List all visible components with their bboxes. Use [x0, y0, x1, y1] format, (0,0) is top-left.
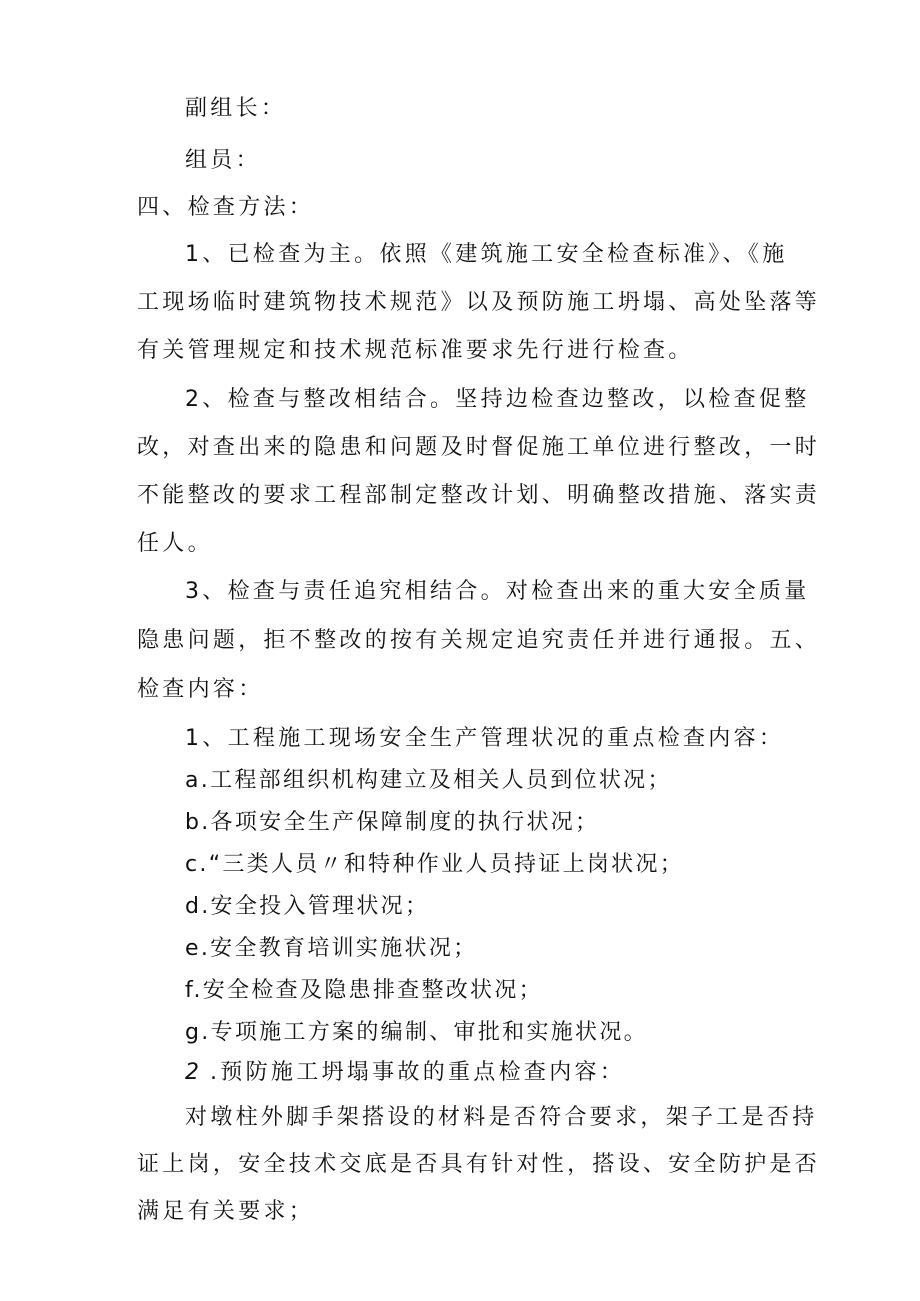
section-heading-inspection-method: 四、检查方法： — [137, 195, 315, 220]
list-item: f.安全检查及隐患排查整改状况； — [185, 978, 543, 1003]
paragraph-line: 改，对查出来的隐患和问题及时督促施工单位进行整改，一时 — [137, 435, 821, 460]
paragraph-line: 不能整改的要求工程部制定整改计划、明确整改措施、落实责 — [137, 483, 821, 508]
subheading-line: 1、工程施工现场安全生产管理状况的重点检查内容： — [185, 726, 785, 751]
paragraph-line: 3、检查与责任追究相结合。对检查出来的重大安全质量 — [185, 579, 810, 604]
paragraph-line: 任人。 — [137, 531, 213, 556]
list-item: c.“三类人员〃和特种作业人员持证上岗状况； — [185, 852, 685, 877]
paragraph-line: 工现场临时建筑物技术规范》以及预防施工坍塌、高处坠落等 — [137, 290, 821, 315]
deputy-leader-line: 副组长： — [185, 96, 287, 121]
paragraph-line: 隐患问题，拒不整改的按有关规定追究责任并进行通报。五、 — [137, 628, 821, 653]
subheading-line: .预防施工坍塌事故的重点检查内容： — [210, 1060, 626, 1085]
paragraph-line: 有关管理规定和技术规范标准要求先行进行检查。 — [137, 338, 694, 363]
list-item: a.工程部组织机构建立及相关人员到位状况； — [185, 768, 672, 793]
paragraph-line: 2、检查与整改相结合。坚持边检查边整改，以检查促整 — [185, 387, 810, 412]
list-item: b.各项安全生产保障制度的执行状况； — [185, 810, 600, 835]
list-item: g.专项施工方案的编制、审批和实施状况。 — [185, 1020, 648, 1045]
paragraph-line: 证上岗，安全技术交底是否具有针对性，搭设、安全防护是否 — [137, 1152, 821, 1177]
paragraph-line: 满足有关要求； — [137, 1199, 315, 1224]
list-number: 2 — [185, 1060, 203, 1085]
list-item: e.安全教育培训实施状况； — [185, 936, 478, 961]
paragraph-line: 1、已检查为主。依照《建筑施工安全检查标准》、《施 — [185, 242, 788, 267]
section-heading-inspection-content: 检查内容： — [137, 677, 264, 702]
list-item: d.安全投入管理状况； — [185, 894, 430, 919]
members-line: 组员： — [185, 148, 261, 173]
paragraph-line: 对墩柱外脚手架搭设的材料是否符合要求，架子工是否持 — [185, 1105, 818, 1130]
